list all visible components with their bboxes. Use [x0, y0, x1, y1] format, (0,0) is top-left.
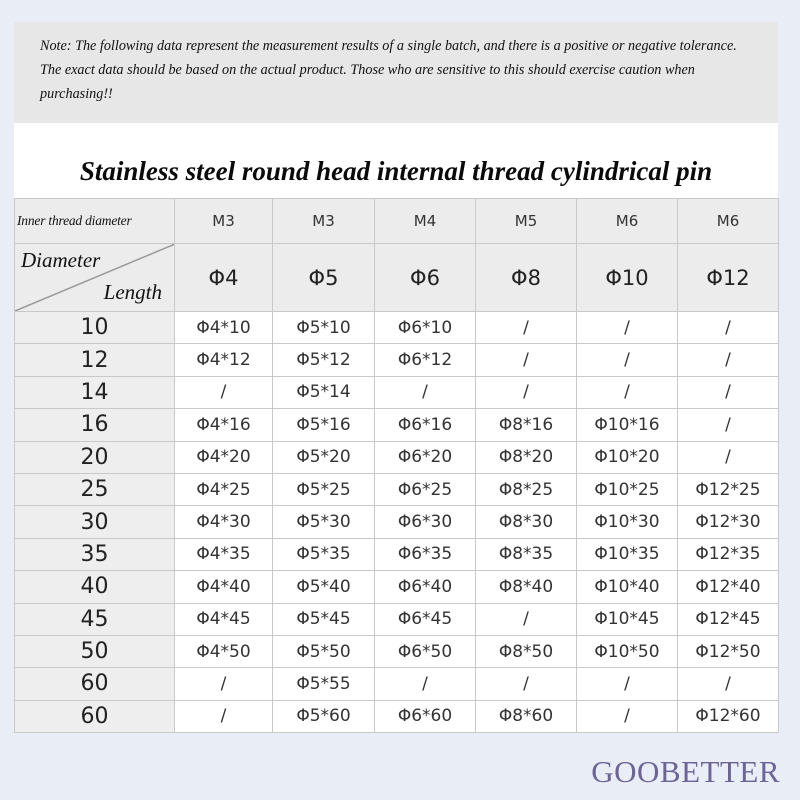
- table-row: [15, 538, 779, 570]
- size-cell: Φ4*35: [175, 538, 273, 570]
- table-row: [15, 441, 779, 473]
- table-row: [15, 312, 779, 344]
- size-cell: /: [678, 668, 779, 700]
- thread-header-cell: M6: [577, 199, 678, 244]
- thread-header-cell: M3: [273, 199, 375, 244]
- length-cell: 12: [15, 344, 175, 376]
- size-cell: Φ6*25: [375, 473, 476, 505]
- size-cell: /: [577, 376, 678, 408]
- size-cell: /: [678, 409, 779, 441]
- thread-header-cell: M4: [375, 199, 476, 244]
- size-cell: /: [577, 344, 678, 376]
- length-cell: 30: [15, 506, 175, 538]
- size-cell: Φ5*14: [273, 376, 375, 408]
- size-cell: /: [678, 376, 779, 408]
- size-cell: Φ6*30: [375, 506, 476, 538]
- size-cell: /: [175, 668, 273, 700]
- size-cell: Φ5*10: [273, 312, 375, 344]
- size-cell: Φ5*16: [273, 409, 375, 441]
- diameter-label: Diameter: [21, 248, 101, 272]
- size-cell: Φ10*20: [577, 441, 678, 473]
- length-cell: 50: [15, 635, 175, 667]
- size-cell: /: [678, 441, 779, 473]
- thread-header-cell: M5: [476, 199, 577, 244]
- size-cell: /: [175, 700, 273, 732]
- page-title: Stainless steel round head internal thread cylindrical pin: [79, 155, 713, 186]
- size-cell: Φ10*30: [577, 506, 678, 538]
- disclaimer-note: Note: The following data represent the measurement results of a single batch, and there is a positive or negative tolerance. The exact data should be based on the actual product. Those who are sensitive to this should exercise caution when purchasing!!: [14, 22, 778, 123]
- size-cell: Φ12*50: [678, 635, 779, 667]
- length-cell: 14: [15, 376, 175, 408]
- size-cell: Φ12*45: [678, 603, 779, 635]
- diameter-header-row: [15, 244, 779, 312]
- size-cell: /: [577, 668, 678, 700]
- size-cell: Φ4*10: [175, 312, 273, 344]
- size-cell: Φ5*20: [273, 441, 375, 473]
- diameter-header-cell: Φ10: [577, 244, 678, 312]
- size-cell: /: [476, 312, 577, 344]
- size-cell: Φ12*35: [678, 538, 779, 570]
- size-cell: Φ5*35: [273, 538, 375, 570]
- size-cell: Φ5*40: [273, 571, 375, 603]
- table-row: [15, 668, 779, 700]
- size-cell: Φ6*12: [375, 344, 476, 376]
- size-cell: Φ10*40: [577, 571, 678, 603]
- thread-header-cell: M3: [175, 199, 273, 244]
- table-row: [15, 376, 779, 408]
- size-cell: Φ6*35: [375, 538, 476, 570]
- size-cell: Φ6*40: [375, 571, 476, 603]
- size-cell: Φ12*30: [678, 506, 779, 538]
- size-cell: Φ10*50: [577, 635, 678, 667]
- size-cell: /: [577, 700, 678, 732]
- size-cell: Φ6*20: [375, 441, 476, 473]
- thread-header-row: [15, 199, 779, 244]
- size-cell: Φ6*50: [375, 635, 476, 667]
- size-cell: /: [577, 312, 678, 344]
- diameter-header-cell: Φ12: [678, 244, 779, 312]
- size-cell: Φ8*50: [476, 635, 577, 667]
- table-row: [15, 603, 779, 635]
- size-cell: Φ4*30: [175, 506, 273, 538]
- size-cell: Φ5*30: [273, 506, 375, 538]
- size-cell: Φ10*16: [577, 409, 678, 441]
- size-cell: /: [678, 312, 779, 344]
- size-cell: /: [375, 376, 476, 408]
- size-cell: Φ8*60: [476, 700, 577, 732]
- length-cell: 40: [15, 571, 175, 603]
- size-cell: Φ5*45: [273, 603, 375, 635]
- size-cell: Φ8*30: [476, 506, 577, 538]
- length-cell: 16: [15, 409, 175, 441]
- spec-sheet: [14, 22, 778, 732]
- size-cell: Φ12*40: [678, 571, 779, 603]
- size-cell: Φ8*40: [476, 571, 577, 603]
- size-cell: Φ5*12: [273, 344, 375, 376]
- size-cell: /: [175, 376, 273, 408]
- length-cell: 20: [15, 441, 175, 473]
- size-cell: Φ6*60: [375, 700, 476, 732]
- size-cell: /: [678, 344, 779, 376]
- size-cell: Φ6*10: [375, 312, 476, 344]
- size-cell: Φ4*16: [175, 409, 273, 441]
- size-cell: /: [476, 668, 577, 700]
- size-cell: /: [476, 376, 577, 408]
- diameter-header-cell: Φ5: [273, 244, 375, 312]
- length-cell: 25: [15, 473, 175, 505]
- size-cell: Φ6*45: [375, 603, 476, 635]
- size-cell: Φ12*60: [678, 700, 779, 732]
- corner-header: [15, 244, 175, 312]
- size-cell: Φ10*25: [577, 473, 678, 505]
- size-cell: Φ5*50: [273, 635, 375, 667]
- table-row: [15, 344, 779, 376]
- length-cell: 60: [15, 700, 175, 732]
- size-cell: Φ6*16: [375, 409, 476, 441]
- table-row: [15, 473, 779, 505]
- table-row: [15, 635, 779, 667]
- size-cell: Φ5*55: [273, 668, 375, 700]
- table-row: [15, 571, 779, 603]
- size-cell: /: [375, 668, 476, 700]
- diameter-header-cell: Φ8: [476, 244, 577, 312]
- length-cell: 10: [15, 312, 175, 344]
- size-cell: Φ8*35: [476, 538, 577, 570]
- size-cell: Φ4*50: [175, 635, 273, 667]
- size-cell: Φ4*40: [175, 571, 273, 603]
- size-cell: Φ8*25: [476, 473, 577, 505]
- thread-header-cell: M6: [678, 199, 779, 244]
- size-cell: Φ5*60: [273, 700, 375, 732]
- spec-table: [14, 198, 779, 733]
- length-cell: 60: [15, 668, 175, 700]
- size-cell: Φ5*25: [273, 473, 375, 505]
- table-row: [15, 409, 779, 441]
- length-cell: 35: [15, 538, 175, 570]
- size-cell: Φ10*45: [577, 603, 678, 635]
- length-label: Length: [103, 280, 162, 304]
- diameter-header-cell: Φ4: [175, 244, 273, 312]
- brand-logo-text: GOOBETTER: [591, 754, 780, 789]
- size-cell: Φ4*20: [175, 441, 273, 473]
- table-row: [15, 506, 779, 538]
- size-cell: /: [476, 344, 577, 376]
- size-cell: Φ4*25: [175, 473, 273, 505]
- size-cell: Φ12*25: [678, 473, 779, 505]
- table-row: [15, 700, 779, 732]
- diameter-header-cell: Φ6: [375, 244, 476, 312]
- size-cell: Φ4*45: [175, 603, 273, 635]
- length-cell: 45: [15, 603, 175, 635]
- size-cell: Φ10*35: [577, 538, 678, 570]
- size-cell: Φ8*20: [476, 441, 577, 473]
- size-cell: Φ8*16: [476, 409, 577, 441]
- thread-header-label: Inner thread diameter: [15, 199, 175, 244]
- size-cell: /: [476, 603, 577, 635]
- size-cell: Φ4*12: [175, 344, 273, 376]
